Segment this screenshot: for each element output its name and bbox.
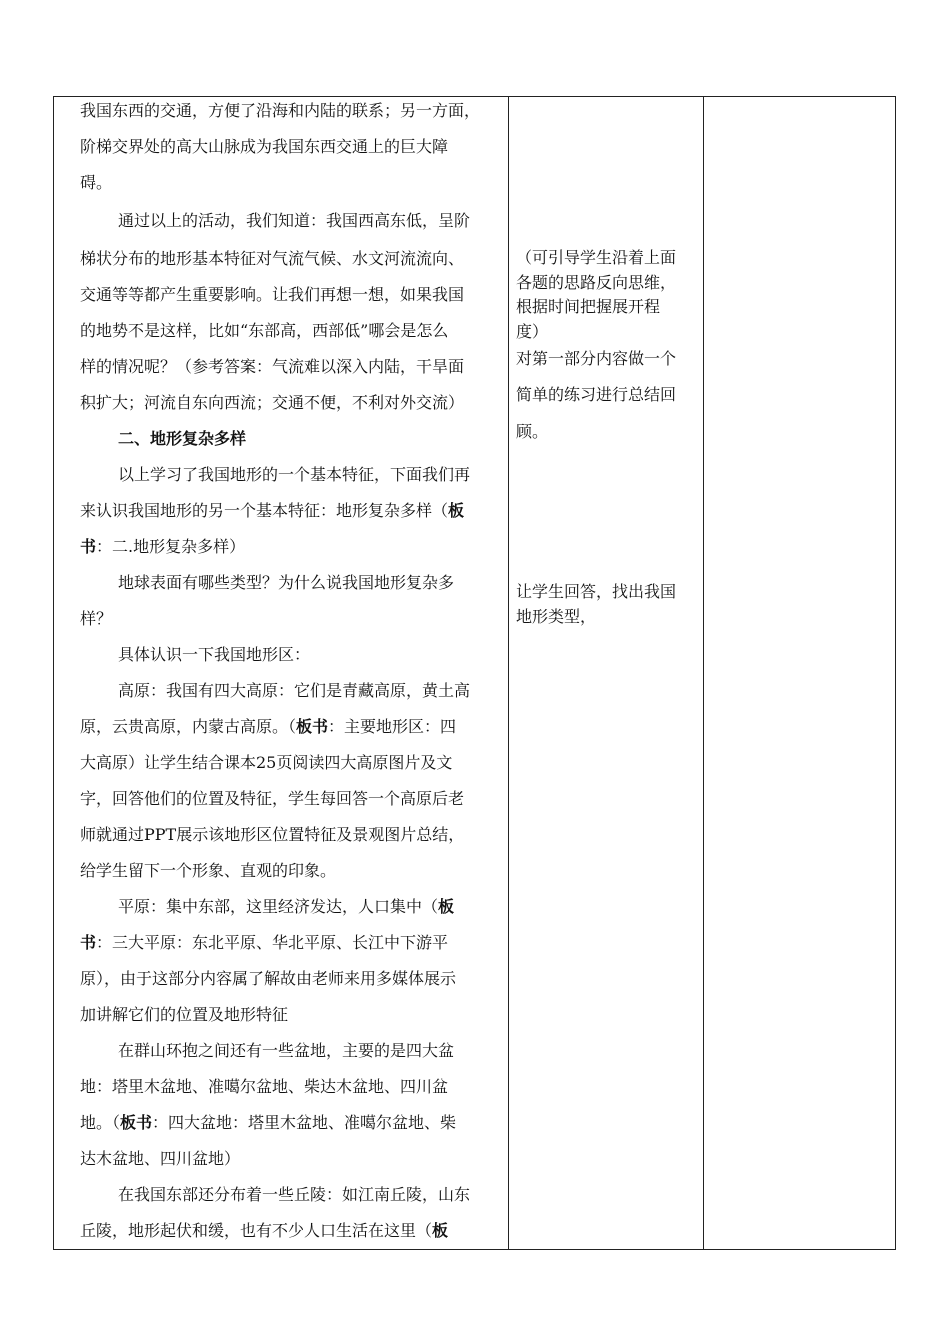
text-span: ：三大平原：东北平原、华北平原、长江中下游平 — [96, 933, 449, 952]
text-line: 大高原）让学生结合课本25页阅读四大高原图片及文 — [80, 753, 453, 772]
text-line: 原），由于这部分内容属了解故由老师来用多媒体展示 — [80, 969, 457, 988]
lesson-plan-table — [53, 96, 896, 1250]
text-line: 地：塔里木盆地、准噶尔盆地、柴达木盆地、四川盆 — [80, 1077, 449, 1096]
text-span: ：二.地形复杂多样） — [96, 537, 246, 556]
text-line — [80, 501, 464, 521]
bold-span: 书 — [80, 933, 97, 952]
text-line: 字，回答他们的位置及特征，学生每回答一个高原后老 — [80, 789, 465, 808]
text-line: 以上学习了我国地形的一个基本特征，下面我们再 — [118, 465, 471, 484]
note-line: 度） — [516, 322, 549, 341]
text-span: ：四大盆地：塔里木盆地、准噶尔盆地、柴 — [152, 1113, 457, 1132]
text-span: 原，云贵高原，内蒙古高原。（ — [80, 717, 297, 736]
text-line: 达木盆地、四川盆地） — [80, 1149, 241, 1168]
text-span: 地。（ — [80, 1113, 121, 1132]
text-line: 在群山环抱之间还有一些盆地，主要的是四大盆 — [118, 1041, 455, 1060]
text-line: 阶梯交界处的高大山脉成为我国东西交通上的巨大障 — [80, 137, 449, 156]
note-line: 根据时间把握展开程 — [516, 297, 661, 316]
text-line: 具体认识一下我国地形区： — [118, 645, 311, 664]
text-line — [80, 1113, 456, 1133]
column-divider-1 — [508, 97, 509, 1249]
text-line — [80, 537, 245, 557]
text-line: 通过以上的活动，我们知道：我国西高东低，呈阶 — [118, 211, 471, 230]
note-line: 简单的练习进行总结回 — [516, 385, 677, 404]
text-span: ：主要地形区：四 — [328, 717, 457, 736]
text-span: 平原：集中东部，这里经济发达，人口集中（ — [118, 897, 439, 916]
text-line: 地球表面有哪些类型？为什么说我国地形复杂多 — [118, 573, 455, 592]
text-line: 的地势不是这样，比如“东部高，西部低”哪会是怎么 — [80, 321, 449, 340]
text-line: 加讲解它们的位置及地形特征 — [80, 1005, 289, 1024]
text-span: 来认识我国地形的另一个基本特征：地形复杂多样（ — [80, 501, 449, 520]
note-line: 让学生回答，找出我国 — [516, 582, 677, 601]
note-line: 各题的思路反向思维， — [516, 273, 677, 292]
text-line: 师就通过PPT展示该地形区位置特征及景观图片总结， — [80, 825, 465, 844]
note-line: 地形类型， — [516, 607, 597, 626]
text-line: 碍。 — [80, 173, 113, 192]
text-line — [80, 1221, 448, 1241]
text-line: 在我国东部还分布着一些丘陵：如江南丘陵，山东 — [118, 1185, 471, 1204]
text-line: 样的情况呢？（参考答案：气流难以深入内陆，干旱面 — [80, 357, 465, 376]
text-line: 给学生留下一个形象、直观的印象。 — [80, 861, 337, 880]
text-line: 积扩大；河流自东向西流；交通不便，不利对外交流） — [80, 393, 465, 412]
text-line: 样？ — [80, 609, 113, 628]
text-line — [80, 717, 456, 737]
text-line: 交通等等都产生重要影响。让我们再想一想，如果我国 — [80, 285, 465, 304]
bold-span: 板 — [438, 897, 455, 916]
bold-span: 书 — [80, 537, 97, 556]
text-line — [80, 897, 454, 917]
text-line: 我国东西的交通，方便了沿海和内陆的联系；另一方面， — [80, 101, 481, 120]
bold-span: 板 — [432, 1221, 449, 1240]
text-line: 梯状分布的地形基本特征对气流气候、水文河流流向、 — [80, 249, 465, 268]
bold-span: 板 — [448, 501, 465, 520]
bold-span: 板书 — [296, 717, 329, 736]
text-line: 高原：我国有四大高原：它们是青藏高原，黄土高 — [118, 681, 471, 700]
note-line: 顾。 — [516, 422, 549, 441]
section-heading: 二、地形复杂多样 — [118, 429, 247, 448]
bold-span: 板书 — [120, 1113, 153, 1132]
note-line: （可引导学生沿着上面 — [516, 248, 677, 267]
note-line: 对第一部分内容做一个 — [516, 349, 677, 368]
column-divider-2 — [703, 97, 704, 1249]
text-span: 丘陵，地形起伏和缓，也有不少人口生活在这里（ — [80, 1221, 433, 1240]
text-line — [80, 933, 448, 953]
